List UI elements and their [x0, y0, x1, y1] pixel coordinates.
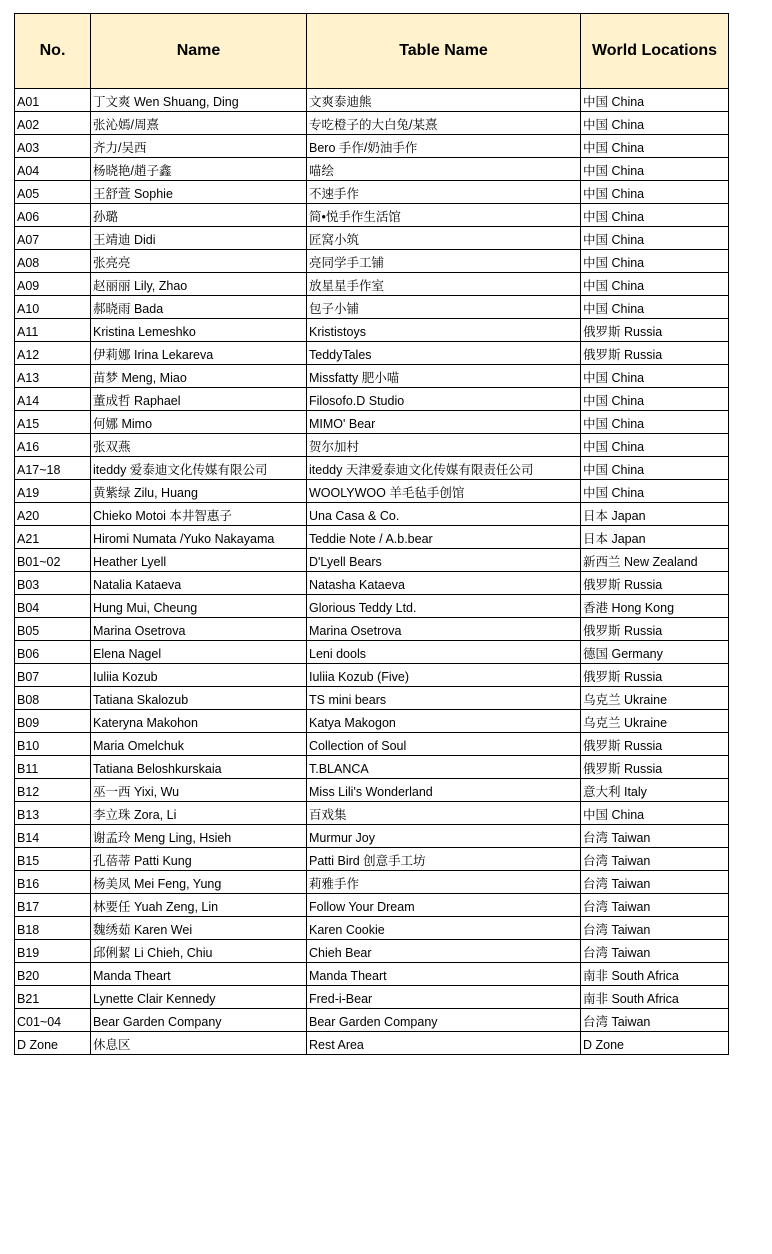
- cell-no: A10: [15, 296, 91, 319]
- table-row: [15, 296, 729, 319]
- cell-name: 张沁嫣/周熹: [91, 112, 307, 135]
- cell-location: 中国 China: [581, 181, 729, 204]
- table-row: [15, 848, 729, 871]
- cell-no: B04: [15, 595, 91, 618]
- cell-location: 俄罗斯 Russia: [581, 756, 729, 779]
- cell-table-name: 简•悦手作生活馆: [307, 204, 581, 227]
- cell-no: A11: [15, 319, 91, 342]
- table-row: [15, 250, 729, 273]
- cell-table-name: WOOLYWOO 羊毛毡手创馆: [307, 480, 581, 503]
- cell-name: 魏绣茹 Karen Wei: [91, 917, 307, 940]
- cell-table-name: Murmur Joy: [307, 825, 581, 848]
- cell-table-name: 贺尔加村: [307, 434, 581, 457]
- cell-no: B06: [15, 641, 91, 664]
- cell-table-name: Rest Area: [307, 1032, 581, 1055]
- cell-location: 新西兰 New Zealand: [581, 549, 729, 572]
- table-row: [15, 526, 729, 549]
- cell-no: A13: [15, 365, 91, 388]
- cell-table-name: iteddy 天津爱泰迪文化传媒有限责任公司: [307, 457, 581, 480]
- cell-location: 意大利 Italy: [581, 779, 729, 802]
- cell-table-name: Patti Bird 创意手工坊: [307, 848, 581, 871]
- cell-no: B10: [15, 733, 91, 756]
- table-row: [15, 204, 729, 227]
- cell-no: B08: [15, 687, 91, 710]
- exhibitor-table: [14, 13, 729, 1055]
- cell-table-name: Manda Theart: [307, 963, 581, 986]
- table-row: [15, 411, 729, 434]
- cell-name: Tatiana Skalozub: [91, 687, 307, 710]
- cell-no: A16: [15, 434, 91, 457]
- cell-location: 台湾 Taiwan: [581, 1009, 729, 1032]
- cell-no: B16: [15, 871, 91, 894]
- cell-table-name: Missfatty 肥小喵: [307, 365, 581, 388]
- cell-no: B19: [15, 940, 91, 963]
- cell-name: Manda Theart: [91, 963, 307, 986]
- table-row: [15, 273, 729, 296]
- cell-no: A09: [15, 273, 91, 296]
- cell-name: Elena Nagel: [91, 641, 307, 664]
- cell-no: A19: [15, 480, 91, 503]
- cell-location: 中国 China: [581, 135, 729, 158]
- cell-location: 台湾 Taiwan: [581, 848, 729, 871]
- cell-name: 王靖迪 Didi: [91, 227, 307, 250]
- cell-name: 丁文爽 Wen Shuang, Ding: [91, 89, 307, 112]
- cell-no: A20: [15, 503, 91, 526]
- table-row: [15, 135, 729, 158]
- table-row: [15, 940, 729, 963]
- cell-no: B11: [15, 756, 91, 779]
- cell-no: B18: [15, 917, 91, 940]
- cell-table-name: Miss Lili's Wonderland: [307, 779, 581, 802]
- cell-table-name: TS mini bears: [307, 687, 581, 710]
- cell-table-name: 百戏集: [307, 802, 581, 825]
- cell-table-name: T.BLANCA: [307, 756, 581, 779]
- cell-table-name: Iuliia Kozub (Five): [307, 664, 581, 687]
- cell-location: 中国 China: [581, 296, 729, 319]
- cell-no: B05: [15, 618, 91, 641]
- cell-location: 俄罗斯 Russia: [581, 319, 729, 342]
- cell-name: 齐力/吴西: [91, 135, 307, 158]
- cell-name: 董成哲 Raphael: [91, 388, 307, 411]
- cell-no: D Zone: [15, 1032, 91, 1055]
- cell-location: 日本 Japan: [581, 503, 729, 526]
- table-row: [15, 963, 729, 986]
- cell-location: 南非 South Africa: [581, 963, 729, 986]
- cell-no: A07: [15, 227, 91, 250]
- cell-location: 中国 China: [581, 434, 729, 457]
- table-row: [15, 503, 729, 526]
- table-row: [15, 687, 729, 710]
- cell-location: 台湾 Taiwan: [581, 894, 729, 917]
- cell-location: 中国 China: [581, 411, 729, 434]
- cell-location: 中国 China: [581, 480, 729, 503]
- cell-location: 中国 China: [581, 158, 729, 181]
- cell-no: A05: [15, 181, 91, 204]
- cell-name: Hung Mui, Cheung: [91, 595, 307, 618]
- cell-table-name: Krististoys: [307, 319, 581, 342]
- cell-table-name: 放星星手作室: [307, 273, 581, 296]
- cell-table-name: Karen Cookie: [307, 917, 581, 940]
- cell-table-name: TeddyTales: [307, 342, 581, 365]
- cell-location: 俄罗斯 Russia: [581, 733, 729, 756]
- cell-name: Natalia Kataeva: [91, 572, 307, 595]
- cell-table-name: Leni dools: [307, 641, 581, 664]
- cell-name: Kristina Lemeshko: [91, 319, 307, 342]
- cell-no: C01~04: [15, 1009, 91, 1032]
- cell-location: 俄罗斯 Russia: [581, 342, 729, 365]
- cell-table-name: Fred-i-Bear: [307, 986, 581, 1009]
- cell-location: 中国 China: [581, 112, 729, 135]
- cell-name: 林要任 Yuah Zeng, Lin: [91, 894, 307, 917]
- cell-table-name: Follow Your Dream: [307, 894, 581, 917]
- cell-name: Marina Osetrova: [91, 618, 307, 641]
- cell-name: Heather Lyell: [91, 549, 307, 572]
- cell-no: A15: [15, 411, 91, 434]
- cell-name: Hiromi Numata /Yuko Nakayama: [91, 526, 307, 549]
- cell-no: B09: [15, 710, 91, 733]
- cell-no: A02: [15, 112, 91, 135]
- table-row: [15, 779, 729, 802]
- cell-name: 郝晓雨 Bada: [91, 296, 307, 319]
- table-row: [15, 871, 729, 894]
- cell-name: 伊莉娜 Irina Lekareva: [91, 342, 307, 365]
- cell-table-name: Bero 手作/奶油手作: [307, 135, 581, 158]
- cell-table-name: Teddie Note / A.b.bear: [307, 526, 581, 549]
- table-row: [15, 89, 729, 112]
- cell-no: B15: [15, 848, 91, 871]
- cell-table-name: 莉雅手作: [307, 871, 581, 894]
- cell-no: B14: [15, 825, 91, 848]
- cell-location: 台湾 Taiwan: [581, 825, 729, 848]
- cell-location: 中国 China: [581, 365, 729, 388]
- cell-name: 邱俐絜 Li Chieh, Chiu: [91, 940, 307, 963]
- cell-table-name: 包子小铺: [307, 296, 581, 319]
- table-row: [15, 158, 729, 181]
- cell-table-name: 匠窝小筑: [307, 227, 581, 250]
- cell-name: 赵丽丽 Lily, Zhao: [91, 273, 307, 296]
- cell-no: A06: [15, 204, 91, 227]
- cell-no: A14: [15, 388, 91, 411]
- header-world-locations: World Locations: [581, 14, 729, 89]
- cell-table-name: Marina Osetrova: [307, 618, 581, 641]
- table-row: [15, 388, 729, 411]
- cell-location: 乌克兰 Ukraine: [581, 687, 729, 710]
- cell-no: B03: [15, 572, 91, 595]
- cell-table-name: 喵绘: [307, 158, 581, 181]
- cell-no: A17~18: [15, 457, 91, 480]
- table-row: [15, 894, 729, 917]
- cell-no: B20: [15, 963, 91, 986]
- cell-no: B13: [15, 802, 91, 825]
- cell-location: D Zone: [581, 1032, 729, 1055]
- cell-table-name: Una Casa & Co.: [307, 503, 581, 526]
- cell-no: A12: [15, 342, 91, 365]
- table-row: [15, 342, 729, 365]
- cell-location: 香港 Hong Kong: [581, 595, 729, 618]
- cell-no: A21: [15, 526, 91, 549]
- cell-name: Tatiana Beloshkurskaia: [91, 756, 307, 779]
- cell-location: 中国 China: [581, 250, 729, 273]
- cell-name: 张亮亮: [91, 250, 307, 273]
- table-body: [15, 89, 729, 1055]
- cell-location: 台湾 Taiwan: [581, 940, 729, 963]
- cell-location: 日本 Japan: [581, 526, 729, 549]
- cell-location: 俄罗斯 Russia: [581, 572, 729, 595]
- cell-table-name: D'Lyell Bears: [307, 549, 581, 572]
- cell-name: iteddy 爱泰迪文化传媒有限公司: [91, 457, 307, 480]
- table-row: [15, 733, 729, 756]
- cell-name: 巫一西 Yixi, Wu: [91, 779, 307, 802]
- cell-no: A08: [15, 250, 91, 273]
- cell-location: 中国 China: [581, 457, 729, 480]
- cell-location: 中国 China: [581, 89, 729, 112]
- table-row: [15, 1032, 729, 1055]
- cell-location: 中国 China: [581, 388, 729, 411]
- cell-location: 台湾 Taiwan: [581, 917, 729, 940]
- table-row: [15, 802, 729, 825]
- table-row: [15, 710, 729, 733]
- cell-name: 苗梦 Meng, Miao: [91, 365, 307, 388]
- cell-table-name: Chieh Bear: [307, 940, 581, 963]
- cell-table-name: 不速手作: [307, 181, 581, 204]
- cell-location: 中国 China: [581, 204, 729, 227]
- cell-location: 中国 China: [581, 227, 729, 250]
- cell-location: 俄罗斯 Russia: [581, 664, 729, 687]
- cell-table-name: Glorious Teddy Ltd.: [307, 595, 581, 618]
- cell-no: B01~02: [15, 549, 91, 572]
- cell-name: 张双燕: [91, 434, 307, 457]
- table-row: [15, 549, 729, 572]
- table-row: [15, 986, 729, 1009]
- header-name: Name: [91, 14, 307, 89]
- cell-name: 杨晓艳/趙子鑫: [91, 158, 307, 181]
- cell-no: B17: [15, 894, 91, 917]
- table-row: [15, 595, 729, 618]
- cell-name: 李立珠 Zora, Li: [91, 802, 307, 825]
- cell-location: 德国 Germany: [581, 641, 729, 664]
- table-row: [15, 664, 729, 687]
- cell-name: Kateryna Makohon: [91, 710, 307, 733]
- cell-no: A04: [15, 158, 91, 181]
- cell-location: 南非 South Africa: [581, 986, 729, 1009]
- cell-table-name: Collection of Soul: [307, 733, 581, 756]
- cell-name: 休息区: [91, 1032, 307, 1055]
- table-row: [15, 365, 729, 388]
- table-row: [15, 434, 729, 457]
- cell-table-name: Filosofo.D Studio: [307, 388, 581, 411]
- cell-location: 台湾 Taiwan: [581, 871, 729, 894]
- cell-location: 中国 China: [581, 802, 729, 825]
- table-row: [15, 825, 729, 848]
- cell-name: 王舒萱 Sophie: [91, 181, 307, 204]
- table-row: [15, 181, 729, 204]
- cell-location: 中国 China: [581, 273, 729, 296]
- cell-name: Maria Omelchuk: [91, 733, 307, 756]
- cell-no: A01: [15, 89, 91, 112]
- cell-table-name: Katya Makogon: [307, 710, 581, 733]
- cell-name: 杨美凤 Mei Feng, Yung: [91, 871, 307, 894]
- cell-name: 孙璐: [91, 204, 307, 227]
- cell-location: 乌克兰 Ukraine: [581, 710, 729, 733]
- cell-name: 黄紫绿 Zilu, Huang: [91, 480, 307, 503]
- cell-name: Bear Garden Company: [91, 1009, 307, 1032]
- cell-name: 何娜 Mimo: [91, 411, 307, 434]
- table-row: [15, 1009, 729, 1032]
- table-row: [15, 227, 729, 250]
- cell-name: Chieko Motoi 本井智惠子: [91, 503, 307, 526]
- header-row: [15, 14, 729, 89]
- cell-name: 谢孟玲 Meng Ling, Hsieh: [91, 825, 307, 848]
- cell-table-name: 专吃橙子的大白兔/某熹: [307, 112, 581, 135]
- header-table-name: Table Name: [307, 14, 581, 89]
- table-row: [15, 457, 729, 480]
- table-row: [15, 756, 729, 779]
- cell-table-name: 文爽泰迪熊: [307, 89, 581, 112]
- cell-table-name: Natasha Kataeva: [307, 572, 581, 595]
- cell-table-name: Bear Garden Company: [307, 1009, 581, 1032]
- table-row: [15, 917, 729, 940]
- table-row: [15, 641, 729, 664]
- table-row: [15, 572, 729, 595]
- cell-table-name: MIMO' Bear: [307, 411, 581, 434]
- cell-location: 俄罗斯 Russia: [581, 618, 729, 641]
- table-row: [15, 319, 729, 342]
- table-row: [15, 112, 729, 135]
- header-no: No.: [15, 14, 91, 89]
- cell-no: B07: [15, 664, 91, 687]
- table-row: [15, 480, 729, 503]
- cell-name: Lynette Clair Kennedy: [91, 986, 307, 1009]
- cell-table-name: 亮同学手工铺: [307, 250, 581, 273]
- cell-no: B21: [15, 986, 91, 1009]
- cell-no: B12: [15, 779, 91, 802]
- cell-no: A03: [15, 135, 91, 158]
- cell-name: 孔蓓蒂 Patti Kung: [91, 848, 307, 871]
- cell-name: Iuliia Kozub: [91, 664, 307, 687]
- table-row: [15, 618, 729, 641]
